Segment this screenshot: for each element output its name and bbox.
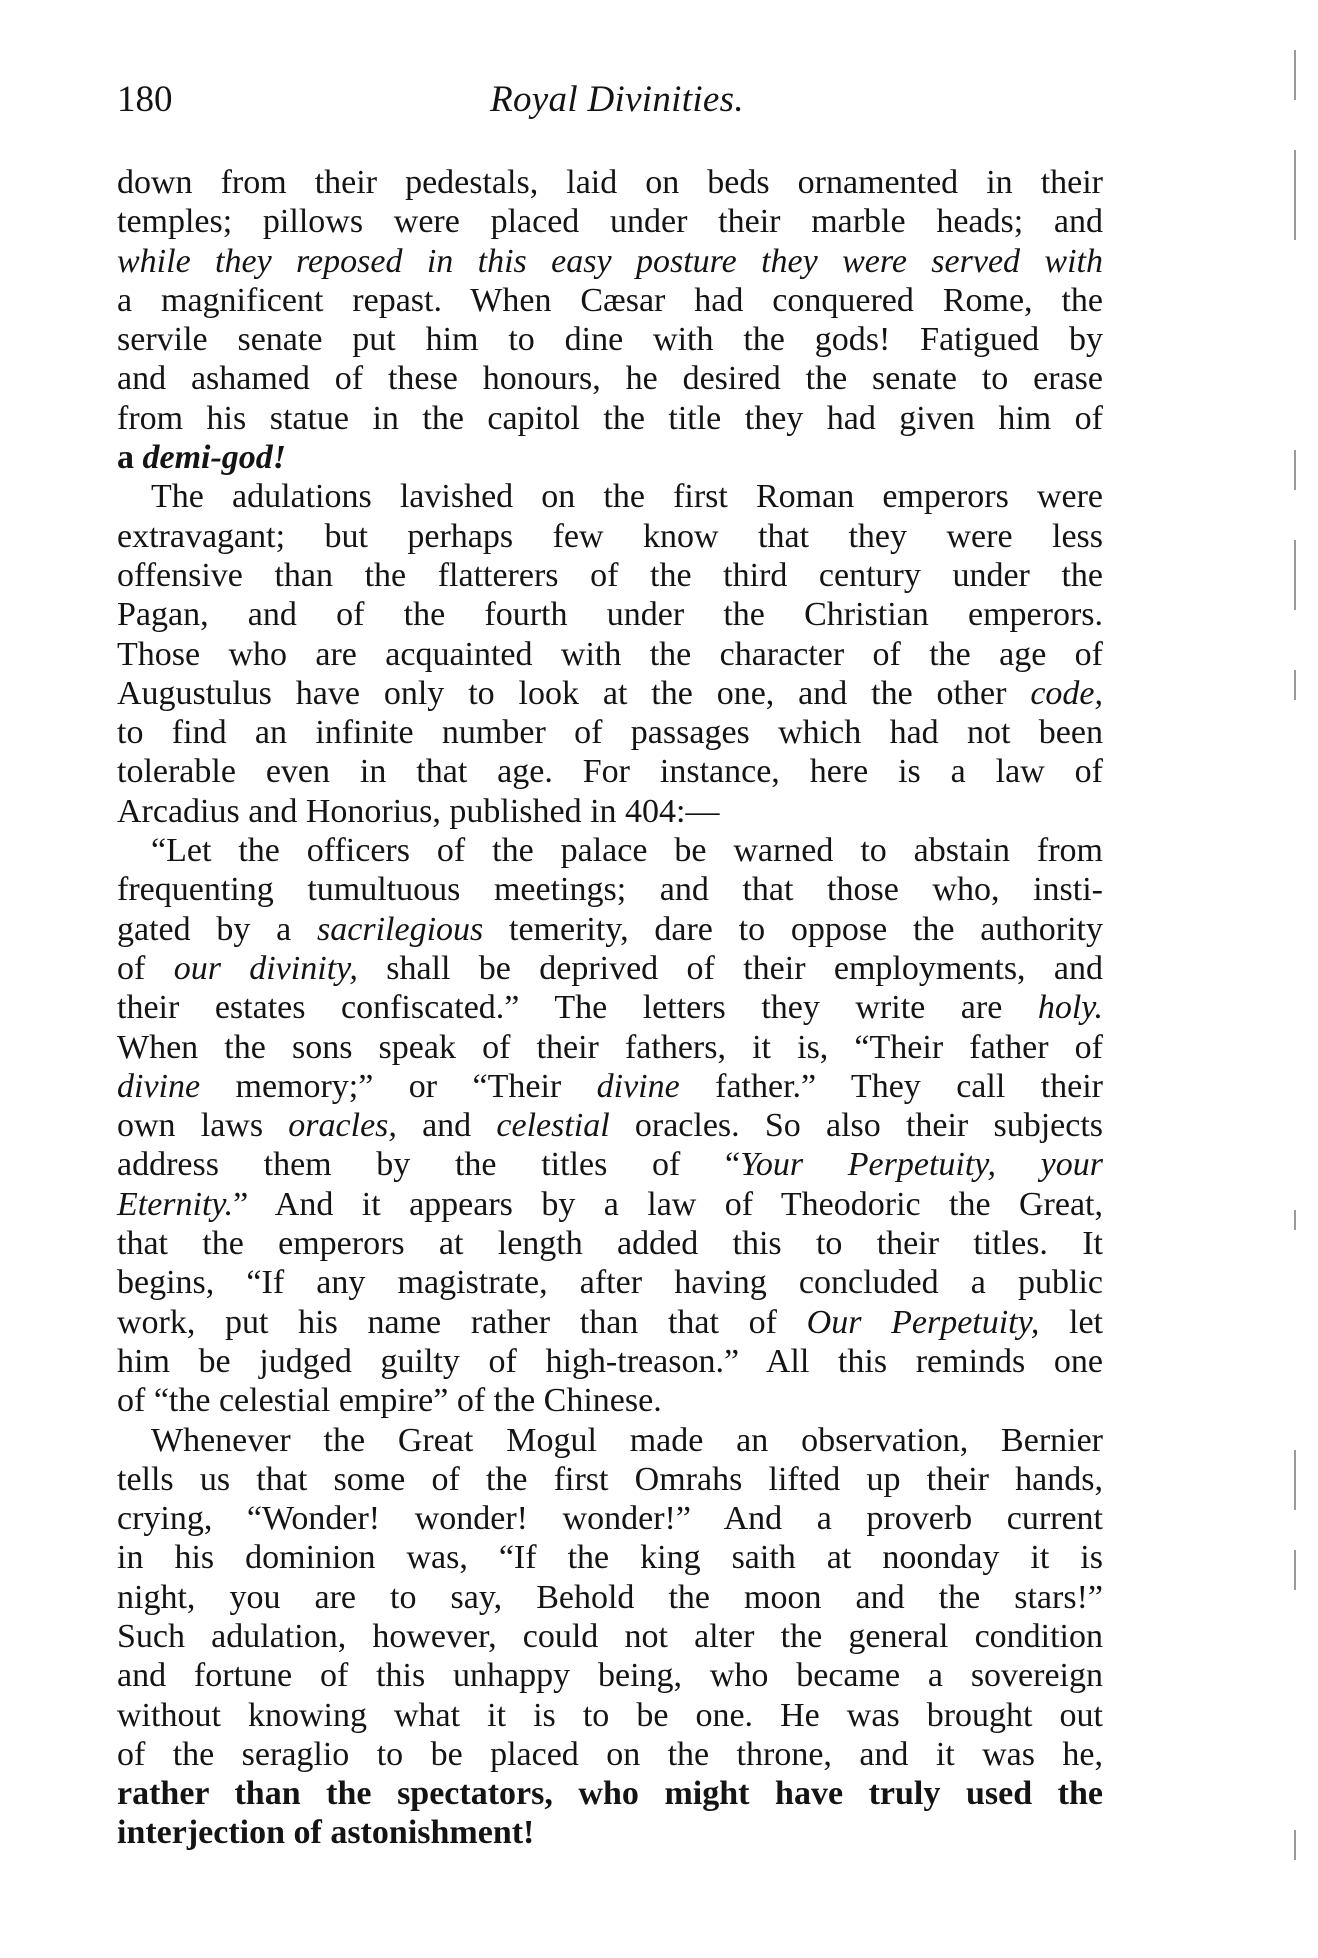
text-line: Eternity.” And it appears by a law of Theodoric the Great,: [117, 1185, 1103, 1223]
page-number: 180: [117, 79, 173, 120]
text-line: own laws oracles, and celestial oracles. So also their subjects: [117, 1107, 1103, 1145]
italic-phrase: Our Perpetuity,: [806, 1303, 1040, 1341]
scan-edge-marks: [1294, 30, 1300, 1930]
text-line: without knowing what it is to be one. He was brought out: [117, 1696, 1103, 1734]
paragraph-start-line: The adulations lavished on the first Roman emperors were: [151, 478, 1103, 516]
page-header: [117, 70, 1097, 130]
text-line: When the sons speak of their fathers, it is, “Their father of: [117, 1028, 1103, 1066]
text-line: rather than the spectators, who might have truly used the: [117, 1775, 1103, 1813]
text-line: and ashamed of these honours, he desired the senate to erase: [117, 360, 1103, 398]
text-line: of our divinity, shall be deprived of their employments, and: [117, 949, 1104, 987]
text-line: a magnificent repast. When Cæsar had conquered Rome, the: [117, 281, 1103, 319]
text-line: Those who are acquainted with the character of the age of: [117, 635, 1103, 673]
paragraph-start-line: Whenever the Great Mogul made an observation, Bernier: [151, 1421, 1103, 1459]
italic-phrase: Your Perpetuity, your: [740, 1146, 1103, 1184]
text-line: while they reposed in this easy posture they were served with: [117, 242, 1103, 280]
text-line: and fortune of this unhappy being, who became a sovereign: [117, 1657, 1103, 1695]
text-line: divine memory;” or “Their divine father.” They call their: [117, 1067, 1103, 1105]
text-line: temples; pillows were placed under their marble heads; and: [117, 203, 1103, 241]
text-line: to find an infinite number of passages which had not been: [117, 714, 1103, 752]
text-line: a demi-god!: [117, 439, 287, 477]
text-line: work, put his name rather than that of Our Perpetuity, let: [117, 1303, 1104, 1341]
italic-phrase: our divinity,: [173, 949, 358, 987]
text-line: Such adulation, however, could not alter the general condition: [117, 1617, 1103, 1655]
text-line: gated by a sacrilegious temerity, dare to oppose the authority: [117, 910, 1103, 948]
italic-phrase: divine: [596, 1067, 680, 1105]
text-line: night, you are to say, Behold the moon and the stars!”: [117, 1578, 1103, 1616]
italic-phrase: sacrilegious: [317, 910, 484, 948]
text-line: of the seraglio to be placed on the throne, and it was he,: [117, 1735, 1103, 1773]
text-line: in his dominion was, “If the king saith at noonday it is: [117, 1539, 1103, 1577]
italic-phrase: Eternity.: [117, 1185, 234, 1223]
text-line: that the emperors at length added this to their titles. It: [117, 1225, 1103, 1263]
text-line: frequenting tumultuous meetings; and that those who, insti-: [117, 871, 1103, 909]
text-line: address them by the titles of “Your Perpetuity, your: [117, 1146, 1103, 1184]
text-line: offensive than the flatterers of the third century under the: [117, 556, 1103, 594]
text-line: tolerable even in that age. For instance, here is a law of: [117, 753, 1103, 791]
text-line: down from their pedestals, laid on beds ornamented in their: [117, 164, 1103, 201]
text-line: crying, “Wonder! wonder! wonder!” And a proverb current: [117, 1500, 1103, 1538]
text-line: Arcadius and Honorius, published in 404:—: [117, 792, 720, 830]
text-line: interjection of astonishment!: [117, 1814, 535, 1852]
text-line: begins, “If any magistrate, after having concluded a public: [117, 1264, 1103, 1302]
italic-phrase: celestial: [496, 1107, 610, 1145]
italic-phrase: divine: [117, 1067, 201, 1105]
text-line: Pagan, and of the fourth under the Christian emperors.: [117, 596, 1103, 634]
text-line: extravagant; but perhaps few know that they were less: [117, 517, 1103, 555]
text-line: him be judged guilty of high-treason.” All this reminds one: [117, 1342, 1103, 1380]
text-line: from his statue in the capitol the title they had given him of: [117, 399, 1103, 437]
body-text: [117, 163, 1103, 1853]
text-line: Augustulus have only to look at the one, and the other code,: [117, 674, 1103, 712]
text-line: servile senate put him to dine with the gods! Fatigued by: [117, 321, 1103, 359]
paragraph-start-line: “Let the officers of the palace be warned to abstain from: [151, 832, 1103, 870]
italic-phrase: holy.: [1037, 989, 1103, 1027]
running-title: Royal Divinities.: [490, 79, 744, 120]
italic-phrase: oracles,: [288, 1107, 397, 1145]
text-line: tells us that some of the first Omrahs lifted up their hands,: [117, 1460, 1103, 1498]
italic-phrase: code,: [1030, 674, 1103, 712]
italic-phrase: demi-god!: [142, 439, 287, 477]
text-line: of “the celestial empire” of the Chinese.: [117, 1382, 662, 1420]
text-line: their estates confiscated.” The letters they write are holy.: [117, 989, 1103, 1027]
